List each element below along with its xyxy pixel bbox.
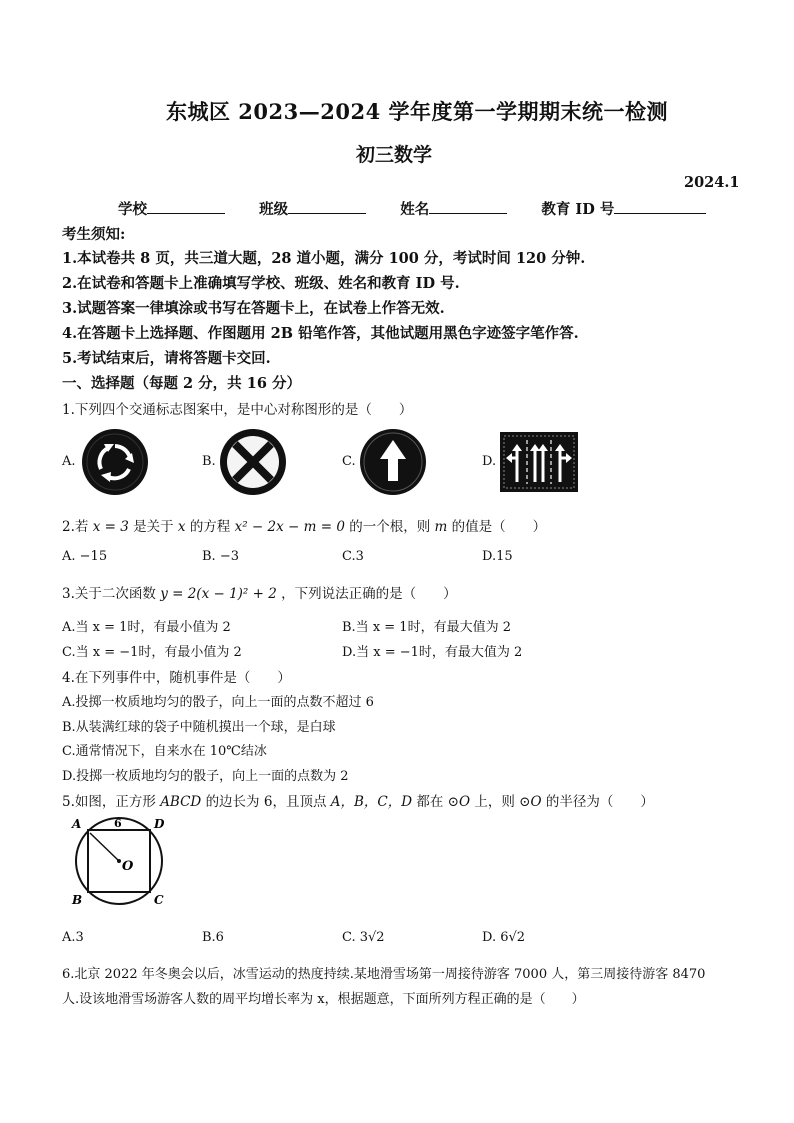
figure-label-o: O [122,859,134,874]
q2-stem [62,515,546,535]
section-heading: 一、选择题（每题 2 分，共 16 分） [62,375,301,392]
q2-option-d: D.15 [482,549,513,564]
q5-option-c: C. 3√2 [342,930,385,945]
straight-ahead-sign-icon [358,427,428,497]
notice-heading: 考生须知: [62,226,126,243]
q6-stem-line1: 6.北京 2022 年冬奥会以后，冰雪运动的热度持续.某地滑雪场第一周接待游客 7000 人，第三周接待游客 8470 [62,967,706,982]
q2-equation: x² − 2x − m = 0 [234,519,345,535]
q2-option-b: B. −3 [202,549,239,564]
q4-option-d: D.投掷一枚质地均匀的骰子，向上一面的点数为 2 [62,769,349,784]
figure-label-c: C [154,893,164,907]
q3-option-d: D.当 x = −1时，有最大值为 2 [342,645,523,660]
q5-option-a: A.3 [62,930,84,945]
q3-option-b: B.当 x = 1时，有最大值为 2 [342,620,511,635]
q2-stem-part: 2.若 [62,519,89,535]
q5-square-name: ABCD [160,794,202,810]
q3-stem [62,582,457,602]
exam-title: 东城区 2023—2024 学年度第一学期期末统一检测 [166,99,669,124]
q2-stem-part: 的一个根，则 [349,519,431,535]
q5-circle: ⊙O [519,794,542,810]
name-label: 姓名 [400,201,430,218]
figure-side-length: 6 [114,817,122,830]
q4-option-c: C.通常情况下，自来水在 10℃结冰 [62,744,267,759]
class-blank [288,199,366,214]
exam-subtitle: 初三数学 [356,144,433,166]
q5-option-b: B.6 [202,930,224,945]
q5-stem-part: 5.如图，正方形 [62,794,156,810]
no-stopping-sign-icon [218,427,288,497]
figure-label-d: D [154,817,165,831]
notice-item: 1.本试卷共 8 页，共三道大题，28 道小题，满分 100 分，考试时间 120 分钟. [62,250,586,267]
notice-item: 5.考试结束后，请将答题卡交回. [62,350,271,367]
name-blank [429,199,507,214]
q1-stem: 1.下列四个交通标志图案中，是中心对称图形的是（ ） [62,402,413,418]
q2-stem-part: 是关于 [133,519,174,535]
q5-stem-part: 的边长为 6，且顶点 [205,794,327,810]
q4-option-a: A.投掷一枚质地均匀的骰子，向上一面的点数不超过 6 [62,695,374,710]
q6-stem-line2: 人.设该地滑雪场游客人数的周平均增长率为 x，根据题意，下面所列方程正确的是（ ） [62,992,585,1007]
q5-stem-part: 都在 [416,794,444,810]
q2-option-c: C.3 [342,549,364,564]
q5-stem-part: 上，则 [474,794,515,810]
q5-circle-square-figure [64,812,174,912]
school-label: 学校 [118,201,147,218]
edu-id-label: 教育 ID 号 [541,201,615,218]
lane-direction-sign-icon [500,432,578,492]
q2-stem-part: 的方程 [189,519,231,535]
figure-label-b: B [72,893,83,907]
figure-label-a: A [72,817,82,831]
q2-equation-root: x = 3 [92,519,129,535]
q5-stem-part: 的半径为（ ） [545,794,654,810]
q3-option-a: A.当 x = 1时，有最小值为 2 [62,620,231,635]
notice-item: 2.在试卷和答题卡上准确填写学校、班级、姓名和教育 ID 号. [62,275,460,292]
q2-var-m: m [434,519,448,535]
q2-option-a: A. −15 [62,549,108,564]
edu-id-blank [614,199,706,214]
notice-item: 4.在答题卡上选择题、作图题用 2B 铅笔作答，其他试题用黑色字迹签字笔作答. [62,325,579,342]
exam-date: 2024.1 [684,174,740,191]
q4-option-b: B.从装满红球的袋子中随机摸出一个球，是白球 [62,720,336,735]
q5-option-d: D. 6√2 [482,930,526,945]
roundabout-sign-icon [80,427,150,497]
q1-option-c-label: C. [342,454,356,469]
q4-stem: 4.在下列事件中，随机事件是（ ） [62,670,291,686]
q2-var-x: x [177,519,186,535]
notice-item: 3.试题答案一律填涂或书写在答题卡上，在试卷上作答无效. [62,300,445,317]
q3-stem-part: ，下列说法正确的是（ ） [281,586,457,602]
q2-stem-part: 的值是（ ） [451,519,547,535]
q1-option-b-label: B. [202,454,216,469]
q5-circle: ⊙O [447,794,471,810]
q1-option-a-label: A. [62,454,76,469]
info-fields-row [118,198,706,219]
q3-function: y = 2(x − 1)² + 2 [160,586,277,602]
q3-option-c: C.当 x = −1时，有最小值为 2 [62,645,242,660]
q5-vertices: A，B，C，D [330,794,413,810]
q3-stem-part: 3.关于二次函数 [62,586,156,602]
school-blank [147,199,225,214]
q5-stem [62,790,654,810]
class-label: 班级 [259,201,289,218]
q1-option-d-label: D. [482,454,497,469]
